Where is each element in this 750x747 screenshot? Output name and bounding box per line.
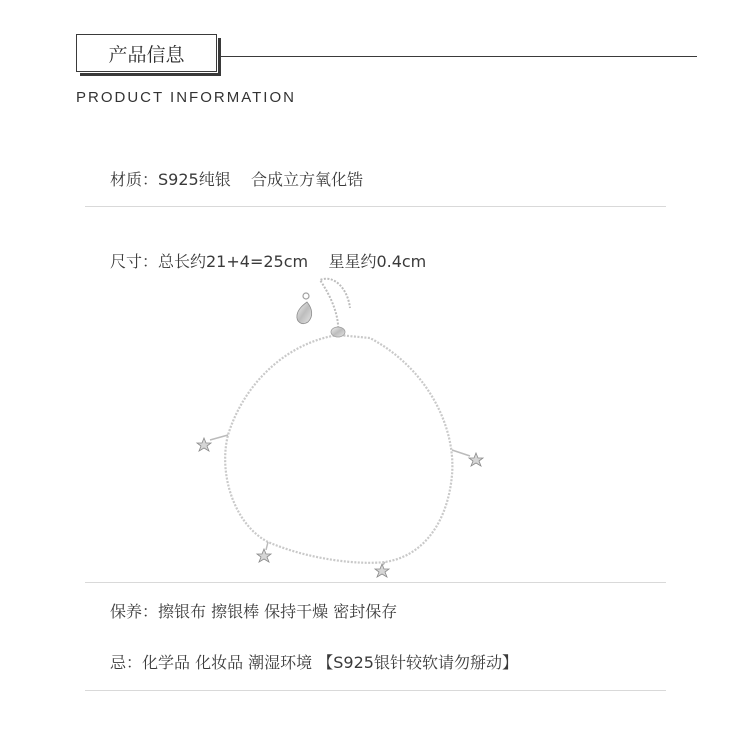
teardrop-tag bbox=[297, 302, 312, 324]
section-subtitle: PRODUCT INFORMATION bbox=[76, 89, 296, 106]
star-charm-right bbox=[452, 450, 483, 466]
divider-1 bbox=[85, 206, 666, 207]
title-rule bbox=[221, 56, 697, 57]
size-line: 尺寸：总长约21+4=25cm 星星约0.4cm bbox=[110, 252, 427, 271]
divider-3 bbox=[85, 690, 666, 691]
star-charm-bottom-right bbox=[375, 562, 389, 577]
star-charm-left bbox=[197, 435, 228, 451]
section-title-text: 产品信息 bbox=[108, 43, 185, 66]
anklet-chain bbox=[225, 335, 452, 563]
avoid-line: 忌：化学品 化妆品 潮湿环境 【S925银针较软请勿掰动】 bbox=[110, 653, 518, 672]
extension-chain bbox=[320, 279, 350, 335]
material-line: 材质：S925纯银 合成立方氧化锆 bbox=[110, 170, 364, 189]
care-line: 保养：擦银布 擦银棒 保持干燥 密封保存 bbox=[110, 602, 398, 621]
star-charm-bottom-left bbox=[257, 542, 271, 562]
anklet-photo bbox=[180, 260, 520, 580]
lobster-clasp bbox=[331, 327, 345, 337]
section-title bbox=[76, 34, 217, 72]
divider-2 bbox=[85, 582, 666, 583]
